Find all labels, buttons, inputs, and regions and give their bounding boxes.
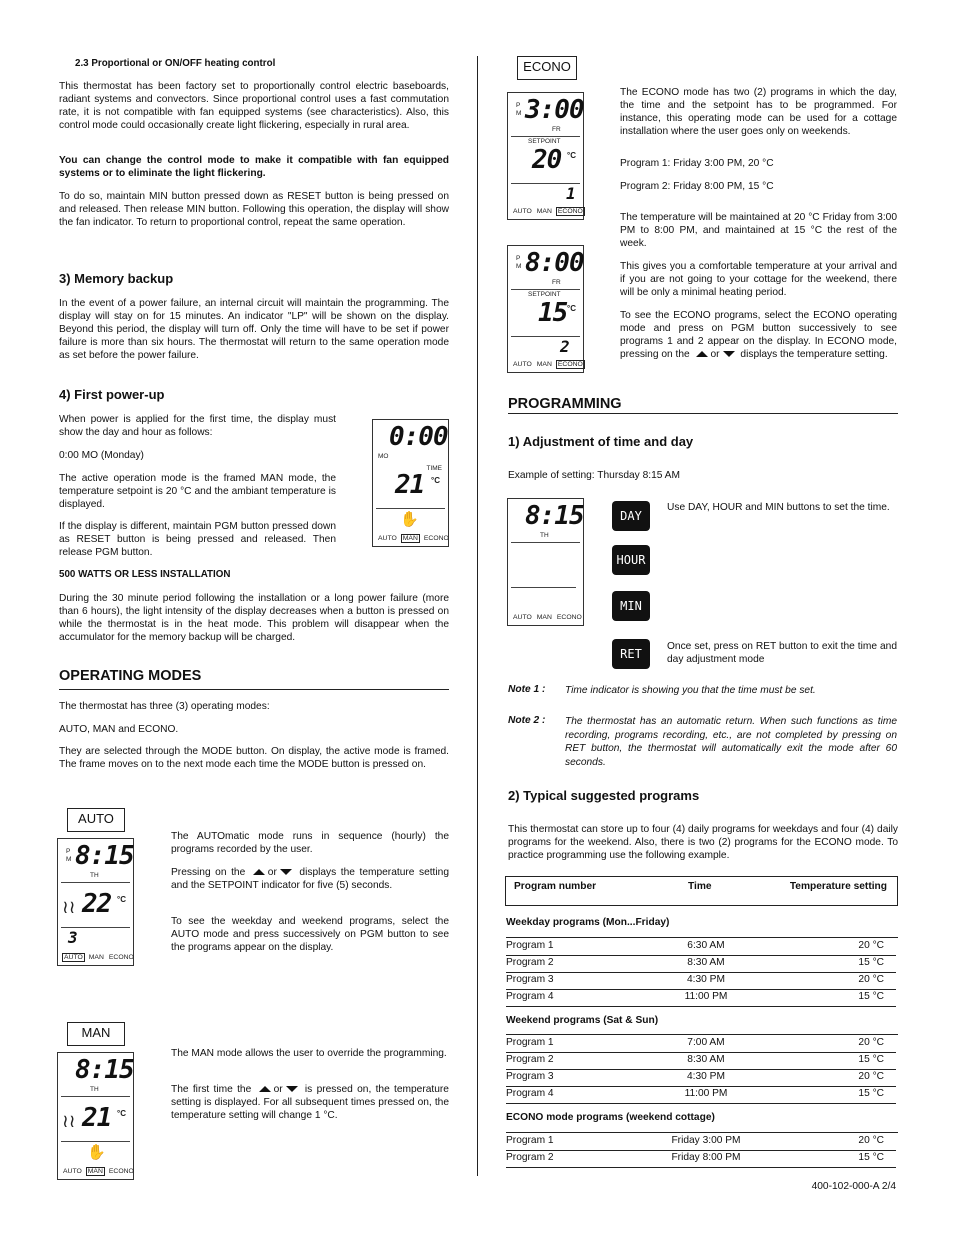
header-time: Time bbox=[688, 881, 712, 892]
lcd-auto bbox=[57, 838, 134, 966]
econo-programs-label: ECONO mode programs (weekend cottage) bbox=[506, 1112, 715, 1123]
lcd-program-number: 2 bbox=[560, 337, 569, 356]
up-arrow-icon bbox=[253, 869, 265, 875]
lcd-day: FR bbox=[552, 279, 561, 286]
man-mode-label: MAN bbox=[67, 1022, 125, 1046]
lcd-time: 3:00 bbox=[525, 95, 584, 125]
ret-instructions: Once set, press on RET button to exit the time and day adjustment mode bbox=[667, 641, 897, 665]
auto-paragraph-2b: or bbox=[267, 867, 277, 878]
hand-icon: ✋ bbox=[400, 511, 419, 528]
weekday-programs-label: Weekday programs (Mon...Friday) bbox=[506, 917, 670, 928]
ret-button[interactable]: RET bbox=[612, 639, 650, 669]
heat-icon: ≀≀ bbox=[62, 897, 76, 917]
lcd-temperature: 21 bbox=[82, 1103, 112, 1133]
operating-modes-rule bbox=[59, 689, 449, 690]
section-2-3-title: 2.3 Proportional or ON/OFF heating control bbox=[75, 58, 276, 69]
operating-modes-paragraph-3: They are selected through the MODE button. On display, the active mode is framed. The frame moves on to the next mode each time the MODE button is pressed on. bbox=[59, 746, 449, 770]
lcd-program-number: 1 bbox=[566, 184, 575, 203]
lcd-unit: °C bbox=[117, 1109, 126, 1118]
lcd-modes: AUTO MAN ECONO bbox=[513, 614, 582, 621]
header-program-number: Program number bbox=[514, 881, 597, 892]
typical-programs-paragraph: This thermostat can store up to four (4) daily programs for weekdays and four (4) daily programs for the weekend. Also, there is two (2) programs for the ECONO mode. To practice programming use the following example. bbox=[508, 824, 898, 861]
adjustment-example: Example of setting: Thursday 8:15 AM bbox=[508, 470, 680, 481]
lcd-temperature: 21 bbox=[395, 470, 425, 500]
lcd-time: 8:00 bbox=[525, 248, 584, 278]
section-2-3-paragraph-2: You can change the control mode to make it compatible with fan equipped systems or to eliminate the light flickering. bbox=[59, 155, 449, 179]
down-arrow-icon bbox=[286, 1086, 298, 1092]
table-row: Program 4 11:00 PM 15 °C bbox=[506, 1086, 896, 1104]
econo-paragraph-2: Program 1: Friday 3:00 PM, 20 °C bbox=[620, 158, 774, 169]
econo-paragraph-6: To see the ECONO programs, select the ECONO operating mode and press on PGM button successively to see programs 1 and 2 appear on the display. In ECONO mode, pressing on the or displays the temperature setting. bbox=[620, 310, 897, 360]
operating-modes-paragraph-2: AUTO, MAN and ECONO. bbox=[59, 724, 179, 735]
lcd-setpoint-indicator: SETPOINT bbox=[528, 291, 561, 298]
lcd-temperature: 22 bbox=[82, 889, 112, 919]
lcd-time: 8:15 bbox=[75, 1055, 134, 1085]
auto-paragraph-2c: displays the temperature setting and the SETPOINT indicator for five (5) seconds. bbox=[171, 867, 449, 891]
table-row: Program 2 8:30 AM 15 °C bbox=[506, 1052, 896, 1070]
heat-icon: ≀≀ bbox=[62, 1111, 76, 1131]
auto-paragraph-2 bbox=[171, 866, 449, 892]
econo-paragraph-5: This gives you a comfortable temperature at your arrival and if you are not going to your cottage for the weekend, there will be only a minimal heating period. bbox=[620, 261, 897, 298]
programming-heading: PROGRAMMING bbox=[508, 396, 622, 412]
operating-modes-paragraph-1: The thermostat has three (3) operating modes: bbox=[59, 701, 270, 712]
econo-paragraph-3: Program 2: Friday 8:00 PM, 15 °C bbox=[620, 181, 774, 192]
lcd-temperature: 20 bbox=[532, 145, 562, 175]
first-power-up-heading: 4) First power-up bbox=[59, 387, 165, 402]
econo-paragraph-1: The ECONO mode has two (2) programs in which the day, the time and the setpoint has to be programmed. For instance, this operating mode can be used for a cottage installation where the user goes only on weekends. bbox=[620, 87, 897, 137]
lcd-modes: AUTO MAN ECONO bbox=[513, 208, 583, 215]
min-button[interactable]: MIN bbox=[612, 591, 650, 621]
lcd-day: MO bbox=[378, 453, 389, 460]
lcd-time: 0:00 bbox=[389, 422, 448, 452]
program-table-body bbox=[506, 0, 898, 1235]
lcd-temperature: 15 bbox=[538, 298, 568, 328]
lcd-day: TH bbox=[90, 1086, 99, 1093]
table-row: Program 3 4:30 PM 20 °C bbox=[506, 972, 896, 990]
table-row: Program 1 6:30 AM 20 °C bbox=[506, 938, 896, 956]
lcd-day: TH bbox=[90, 872, 99, 879]
auto-mode-label: AUTO bbox=[67, 808, 125, 832]
man-paragraph-2a: The first time the bbox=[171, 1084, 252, 1095]
man-paragraph-2b: or bbox=[273, 1084, 283, 1095]
hand-icon: ✋ bbox=[87, 1144, 106, 1161]
lcd-modes: AUTO MAN ECONO bbox=[64, 954, 134, 961]
memory-backup-heading: 3) Memory backup bbox=[59, 271, 174, 286]
section-2-3-paragraph-1: This thermostat has been factory set to proportionally control electric baseboards, radiant systems and convectors. Since proportional control uses a fast commutation rate, it is not compatible with fan equipped systems (see characteristics). Also, this control mode could occasionally create light flickering, especially in rural area. bbox=[59, 81, 449, 131]
typical-programs-heading: 2) Typical suggested programs bbox=[508, 788, 700, 803]
note-1-label: Note 1 : bbox=[508, 684, 546, 695]
note-1-text: Time indicator is showing you that the time must be set. bbox=[565, 685, 816, 696]
section-2-3-paragraph-3: To do so, maintain MIN button pressed down as RESET button is being pressed on and released. Then release MIN button. Following this operation, the display will show the fan indicator. To return to proportional control, repeat the same operation. bbox=[59, 191, 449, 228]
lcd-unit: °C bbox=[567, 304, 576, 313]
lcd-unit: °C bbox=[567, 151, 576, 160]
note-2-text: The thermostat has an automatic return. When such functions as time recording, programs recording, etc., are not completed by pressing on RET button, the thermostat will automatically exit the mode after 60 seconds. bbox=[565, 716, 897, 768]
table-row: Program 4 11:00 PM 15 °C bbox=[506, 989, 896, 1007]
lcd-modes: AUTO MAN ECONO bbox=[63, 1168, 134, 1175]
lcd-setpoint-indicator: SETPOINT bbox=[528, 138, 561, 145]
man-paragraph-1: The MAN mode allows the user to override the programming. bbox=[171, 1048, 447, 1059]
econo-paragraph-4: The temperature will be maintained at 20 °C Friday from 3:00 PM to 8:00 PM, and maintained at 15 °C the rest of the week. bbox=[620, 212, 897, 249]
man-paragraph-2c: is pressed on, the temperature setting is displayed. For all subsequent times pressed on, the temperature setting will change 1 °C. bbox=[171, 1084, 449, 1121]
first-power-up-paragraph-2: 0:00 MO (Monday) bbox=[59, 450, 144, 461]
header-temperature-setting: Temperature setting bbox=[789, 881, 887, 892]
day-button[interactable]: DAY bbox=[612, 501, 650, 531]
500-watts-paragraph: During the 30 minute period following the installation or a long power failure (more than 6 hours), the light intensity of the display decreases when a button is pressed on while the thermostat is in the heat mode. This problem will disappear when the accumulator for the memory backup will be charged. bbox=[59, 593, 449, 643]
lcd-day: TH bbox=[540, 532, 549, 539]
lcd-ampm: P M bbox=[516, 102, 522, 117]
auto-paragraph-3: To see the weekday and weekend programs, select the AUTO mode and press successively on PGM button to see the programs appear on the display. bbox=[171, 916, 449, 953]
up-arrow-icon bbox=[259, 1086, 271, 1092]
lcd-ampm: P M bbox=[66, 848, 72, 863]
lcd-time: 8:15 bbox=[525, 501, 584, 531]
note-2-label: Note 2 : bbox=[508, 715, 546, 726]
lcd-time-indicator: TIME bbox=[426, 465, 442, 472]
lcd-unit: °C bbox=[117, 895, 126, 904]
memory-backup-paragraph: In the event of a power failure, an internal circuit will maintain the programming. The display will stay on for 15 minutes. An indicator "LP" will be shown on the display. Beyond this period, the display will turn off. Only the time will have to be set if power failure is more than six hours. The thermostat will return to the same operation mode as set before the power failure. bbox=[59, 298, 449, 361]
table-row: Program 2 Friday 8:00 PM 15 °C bbox=[506, 1150, 896, 1168]
lcd-modes: AUTO MAN ECONO bbox=[513, 361, 583, 368]
lcd-unit: °C bbox=[431, 476, 440, 485]
lcd-day: FR bbox=[552, 126, 561, 133]
first-power-up-paragraph-3: The active operation mode is the framed MAN mode, the temperature setpoint is 20 °C and the ambiant temperature is displayed. bbox=[59, 473, 336, 510]
column-divider bbox=[477, 56, 478, 1176]
table-row: Program 2 8:30 AM 15 °C bbox=[506, 955, 896, 973]
man-paragraph-2 bbox=[171, 1083, 449, 1122]
auto-paragraph-1: The AUTOmatic mode runs in sequence (hourly) the programs recorded by the user. bbox=[171, 831, 449, 855]
econo-mode-label: ECONO bbox=[517, 56, 577, 80]
lcd-program-number: 3 bbox=[68, 928, 77, 947]
adjustment-heading: 1) Adjustment of time and day bbox=[508, 434, 694, 449]
lcd-modes: AUTO MAN ECONO bbox=[378, 535, 449, 542]
lcd-man bbox=[57, 1052, 134, 1180]
500-watts-heading: 500 WATTS OR LESS INSTALLATION bbox=[59, 569, 231, 580]
down-arrow-icon bbox=[280, 869, 292, 875]
table-row: Program 1 7:00 AM 20 °C bbox=[506, 1035, 896, 1053]
auto-paragraph-2a: Pressing on the bbox=[171, 867, 246, 878]
lcd-first-power-up bbox=[372, 419, 449, 547]
operating-modes-heading: OPERATING MODES bbox=[59, 668, 202, 684]
adjustment-instructions: Use DAY, HOUR and MIN buttons to set the time. bbox=[667, 502, 890, 513]
lcd-ampm: P M bbox=[516, 255, 522, 270]
first-power-up-paragraph-1: When power is applied for the first time, the display must show the day and hour as follows: bbox=[59, 414, 336, 438]
page-footer: 400-102-000-A 2/4 bbox=[811, 1181, 896, 1192]
table-row: Program 3 4:30 PM 20 °C bbox=[506, 1069, 896, 1087]
lcd-time: 8:15 bbox=[75, 841, 134, 871]
first-power-up-paragraph-4: If the display is different, maintain PGM button pressed down as RESET button is being pressed and released. Then release PGM button. bbox=[59, 521, 336, 558]
table-row: Program 1 Friday 3:00 PM 20 °C bbox=[506, 1133, 896, 1151]
hour-button[interactable]: HOUR bbox=[612, 545, 650, 575]
weekend-programs-label: Weekend programs (Sat & Sun) bbox=[506, 1015, 659, 1026]
